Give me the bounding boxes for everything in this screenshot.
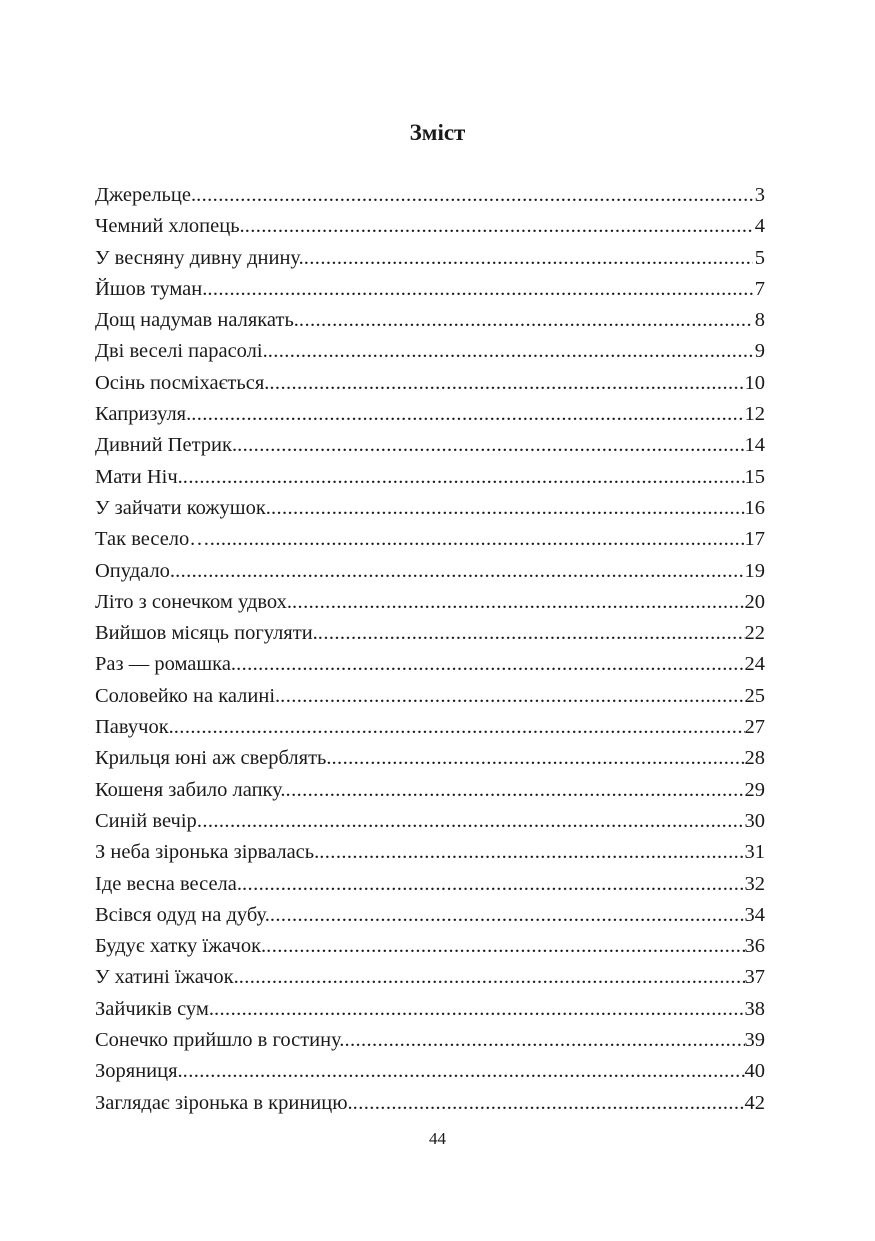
toc-entry (95, 994, 765, 1025)
toc-entry-page: 28 (744, 747, 765, 770)
toc-entry (95, 305, 765, 336)
toc-entry (95, 618, 765, 649)
toc-leader-dots (353, 1088, 745, 1119)
toc-leader-dots (196, 180, 753, 211)
toc-entry-page: 24 (744, 653, 765, 676)
toc-entry (95, 211, 765, 242)
toc-entry (95, 368, 765, 399)
toc-entry-page: 5 (754, 246, 765, 269)
toc-entry-title: Іде весна весела. (95, 872, 243, 895)
toc-entry-page: 16 (744, 496, 765, 519)
toc-entry (95, 274, 765, 305)
toc-entry-page: 38 (744, 997, 765, 1020)
toc-entry-page: 30 (744, 809, 765, 832)
toc-leader-dots (175, 556, 744, 587)
toc-entry-page: 31 (744, 841, 765, 864)
toc-entry-page: 40 (744, 1060, 765, 1083)
toc-entry-title: Заглядає зіронька в криницю. (95, 1091, 353, 1114)
toc-leader-dots (207, 274, 753, 305)
toc-entry-page: 7 (754, 277, 765, 300)
toc-entry-title: Сонечко прийшло в гостину. (95, 1029, 345, 1052)
toc-leader-dots (237, 430, 744, 461)
toc-leader-dots (266, 931, 744, 962)
toc-entry-page: 37 (744, 966, 765, 989)
toc-entry-title: Дві веселі парасолі. (95, 340, 268, 363)
toc-leader-dots (286, 775, 745, 806)
toc-leader-dots (183, 1056, 745, 1087)
toc-leader-dots (197, 806, 745, 837)
toc-entry (95, 336, 765, 367)
toc-entry-title: Джерельце. (95, 184, 197, 206)
toc-leader-dots (268, 336, 753, 367)
toc-entry-title: У весняну дивну днину. (95, 246, 304, 269)
toc-leader-dots (245, 211, 753, 242)
toc-entry-page: 19 (744, 559, 765, 582)
toc-leader-dots (210, 524, 745, 555)
toc-entry-title: Чемний хлопець. (95, 215, 245, 238)
toc-entry-title: Опудало. (95, 559, 176, 582)
toc-leader-dots (191, 399, 744, 430)
toc-entry-page: 9 (754, 340, 765, 363)
toc-entry-title: У хатині їжачок. (95, 966, 239, 989)
toc-entry (95, 962, 765, 993)
toc-leader-dots (183, 462, 745, 493)
toc-entry (95, 587, 765, 618)
toc-entry-page: 10 (744, 371, 765, 394)
toc-entry-title: Кошеня забило лапку. (95, 778, 286, 801)
toc-entry-title: Раз — ромашка. (95, 653, 237, 676)
toc-entry-title: Так весело… (95, 528, 210, 551)
toc-entry-title: Павучок. (95, 716, 174, 739)
toc-entry-title: Соловейко на калині. (95, 684, 281, 707)
toc-entry (95, 556, 765, 587)
toc-leader-dots (242, 869, 744, 900)
toc-entry-title: Літо з сонечком удвох. (95, 590, 293, 613)
page-number: 44 (429, 1129, 446, 1148)
toc-leader-dots (344, 1025, 744, 1056)
toc-leader-dots (214, 994, 745, 1025)
toc-leader-dots (236, 649, 744, 680)
toc-leader-dots (332, 743, 745, 774)
toc-entry (95, 837, 765, 868)
toc-entry (95, 743, 765, 774)
toc-entry-title: Капризуля. (95, 403, 192, 426)
toc-entry (95, 180, 765, 211)
toc-leader-dots (270, 900, 745, 931)
toc-entry-page: 25 (744, 684, 765, 707)
toc-entry-title: Дивний Петрик. (95, 434, 238, 457)
toc-entry-page: 29 (744, 778, 765, 801)
toc-entry-page: 32 (744, 872, 765, 895)
toc-entry (95, 775, 765, 806)
toc-entry (95, 900, 765, 931)
toc-entry-title: Дощ надумав налякать. (95, 309, 299, 332)
toc-entry-title: Всівся одуд на дубу. (95, 903, 270, 926)
toc-entry-page: 8 (754, 309, 765, 332)
toc-entry-page: 4 (754, 215, 765, 238)
toc-entry-title: Будує хатку їжачок. (95, 935, 267, 958)
toc-leader-dots (318, 618, 745, 649)
toc-leader-dots (271, 493, 745, 524)
toc-leader-dots (280, 681, 744, 712)
toc-entry (95, 399, 765, 430)
toc-leader-dots (174, 712, 745, 743)
toc-entry-title: Осінь посміхається. (95, 371, 270, 394)
toc-entry (95, 430, 765, 461)
toc-entry-page: 39 (744, 1029, 765, 1052)
toc-entry-page: 12 (744, 403, 765, 426)
toc-entry (95, 931, 765, 962)
toc-entry (95, 712, 765, 743)
toc-entry-title: Зайчиків сум. (95, 997, 214, 1020)
toc-entry (95, 649, 765, 680)
toc-entry-page: 17 (744, 528, 765, 551)
toc-entry (95, 243, 765, 274)
toc-leader-dots (319, 837, 744, 868)
toc-entry-title: Синій вечір (95, 809, 197, 832)
toc-entry-page: 20 (744, 590, 765, 613)
toc-leader-dots (239, 962, 745, 993)
toc-entry (95, 806, 765, 837)
toc-entry (95, 1056, 765, 1087)
toc-entry-page: 27 (744, 716, 765, 739)
toc-entry-title: З неба зіронька зірвалась. (95, 841, 320, 864)
toc-entry-page: 14 (744, 434, 765, 457)
toc-entry-title: Вийшов місяць погуляти. (95, 622, 318, 645)
toc-entry-page: 22 (744, 622, 765, 645)
toc-leader-dots (304, 243, 753, 274)
toc-entry-page: 42 (744, 1091, 765, 1114)
page-title: Зміст (409, 120, 466, 145)
toc-entry (95, 1088, 765, 1119)
toc-leader-dots (269, 368, 744, 399)
toc-entry (95, 493, 765, 524)
toc-leader-dots (299, 305, 753, 336)
toc-entry (95, 462, 765, 493)
toc-entry-title: Зоряниця. (95, 1060, 183, 1083)
toc-entry-title: У зайчати кожушок. (95, 496, 271, 519)
toc-entry-page: 36 (744, 935, 765, 958)
toc-entry-title: Мати Ніч. (95, 465, 183, 488)
toc-entry-title: Йшов туман. (95, 277, 208, 300)
toc-entry-title: Крильця юні аж сверблять. (95, 747, 332, 770)
toc-entry-page: 34 (744, 903, 765, 926)
toc-leader-dots (292, 587, 744, 618)
toc-entry (95, 524, 765, 555)
toc-entry (95, 869, 765, 900)
table-of-contents (95, 180, 765, 1119)
toc-entry (95, 1025, 765, 1056)
toc-entry (95, 681, 765, 712)
toc-entry-page: 3 (754, 184, 765, 206)
toc-entry-page: 15 (744, 465, 765, 488)
